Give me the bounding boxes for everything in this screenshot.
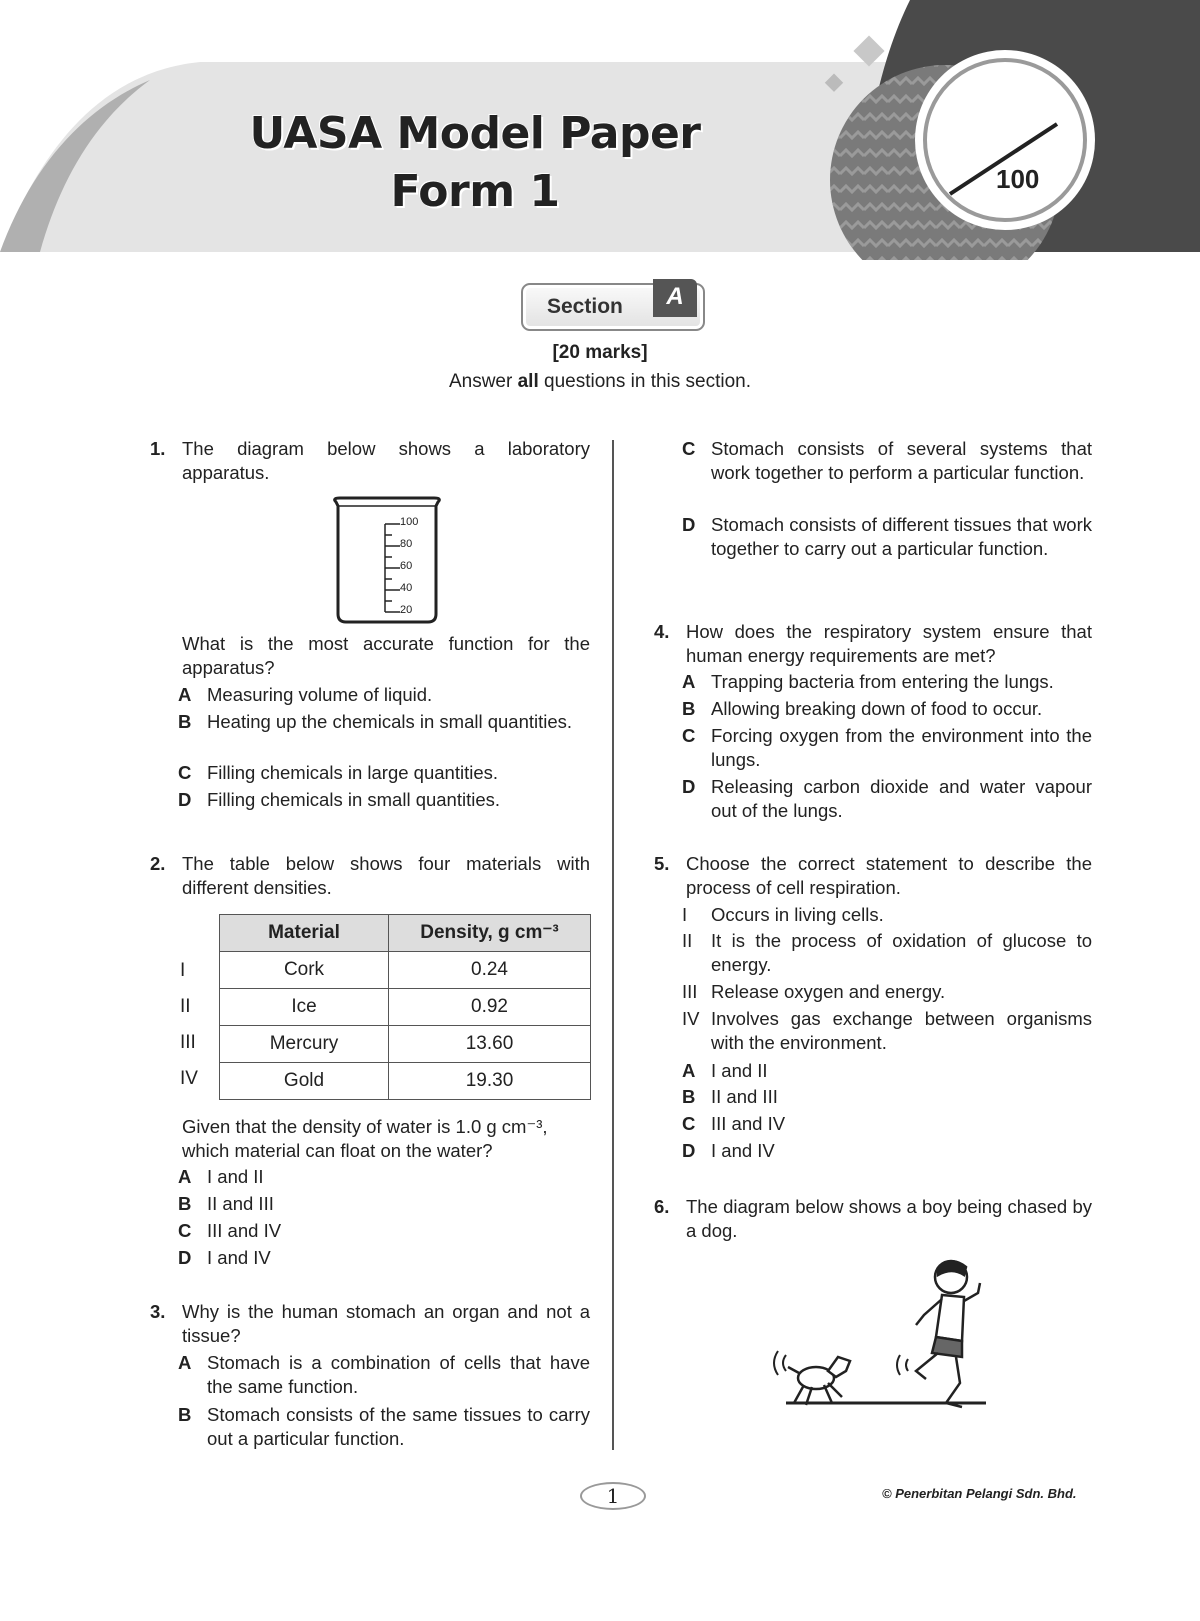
page-number: 1 — [580, 1482, 646, 1510]
question-5 — [654, 852, 1092, 1167]
instruction-post: questions in this section. — [538, 371, 752, 392]
material-cell: Ice — [220, 989, 389, 1026]
row-label: I — [180, 960, 186, 981]
option-text: I and II — [207, 1166, 264, 1187]
question-number: 3. — [150, 1301, 166, 1322]
density-cell: 0.92 — [389, 989, 591, 1026]
statement-text: Occurs in living cells. — [711, 904, 884, 925]
option-letter: B — [178, 1404, 192, 1425]
table-header-material: Material — [220, 915, 389, 952]
instruction-bold: all — [517, 371, 539, 392]
question-number: 5. — [654, 853, 670, 874]
option-letter: A — [682, 1060, 696, 1081]
question-text: The table below shows four materials with different densities. — [182, 853, 590, 898]
option-text: Allowing breaking down of food to occur. — [711, 698, 1043, 719]
option-letter: A — [682, 671, 696, 692]
section-label: Section — [547, 295, 623, 318]
option-text: Releasing carbon dioxide and water vapour out of the lungs. — [711, 776, 1092, 821]
question-prompt-line-1: Given that the density of water is 1.0 g cm⁻³, — [182, 1116, 548, 1137]
option-letter: D — [178, 789, 192, 810]
option-text: Filling chemicals in small quantities. — [207, 789, 501, 810]
option-text: I and IV — [711, 1140, 775, 1161]
statement-number: IV — [682, 1008, 700, 1029]
material-cell: Mercury — [220, 1026, 389, 1063]
score-total: 100 — [996, 164, 1040, 194]
row-label: IV — [180, 1068, 198, 1089]
option-letter: D — [682, 514, 696, 535]
boy-figure — [916, 1261, 980, 1407]
statement-text: Involves gas exchange between organisms with the environment. — [711, 1008, 1092, 1053]
option-letter: C — [178, 762, 192, 783]
question-number: 4. — [654, 621, 670, 642]
boy-chased-by-dog-diagram — [766, 1253, 1006, 1423]
beaker-diagram — [332, 496, 442, 626]
density-cell: 19.30 — [389, 1063, 591, 1100]
option-text: III and IV — [207, 1220, 282, 1241]
page-title — [160, 105, 790, 221]
option-text: Heating up the chemicals in small quantities. — [207, 711, 573, 732]
question-text: Why is the human stomach an organ and not a tissue? — [182, 1301, 590, 1346]
option-text: I and II — [711, 1060, 768, 1081]
table-header-density: Density, g cm⁻³ — [389, 915, 591, 952]
row-label: III — [180, 1032, 196, 1053]
title-line-1: UASA Model Paper — [249, 108, 701, 159]
section-marks: [20 marks] — [552, 342, 648, 363]
option-letter: A — [178, 1352, 192, 1373]
option-letter: C — [682, 725, 696, 746]
option-letter: A — [178, 684, 192, 705]
option-letter: B — [178, 711, 192, 732]
question-text: The diagram below shows a laboratory apparatus. — [182, 438, 590, 483]
option-letter: C — [682, 1113, 696, 1134]
question-prompt-line-2: which material can float on the water? — [182, 1140, 493, 1161]
question-number: 1. — [150, 438, 166, 459]
question-text: Choose the correct statement to describe the process of cell respiration. — [686, 853, 1092, 898]
question-text: The diagram below shows a boy being chased by a dog. — [686, 1196, 1092, 1241]
option-text: Filling chemicals in large quantities. — [207, 762, 498, 783]
copyright-notice: © Penerbitan Pelangi Sdn. Bhd. — [882, 1486, 1077, 1501]
option-text: II and III — [207, 1193, 274, 1214]
option-letter: D — [178, 1247, 192, 1268]
beaker-mark-20: 20 — [400, 604, 413, 616]
table-row — [220, 1026, 591, 1063]
option-text: II and III — [711, 1086, 778, 1107]
question-3 — [150, 1300, 590, 1449]
row-label: II — [180, 996, 191, 1017]
statement-text: It is the process of oxidation of glucose to energy. — [711, 930, 1092, 975]
option-text: Stomach consists of the same tissues to carry out a particular function. — [207, 1404, 590, 1449]
table-header-row — [220, 915, 591, 952]
option-letter: B — [682, 698, 696, 719]
material-cell: Gold — [220, 1063, 389, 1100]
option-letter: D — [682, 1140, 696, 1161]
option-letter: C — [682, 438, 696, 459]
question-3-continued — [682, 437, 1092, 587]
material-cell: Cork — [220, 952, 389, 989]
option-letter: B — [682, 1086, 696, 1107]
section-letter: A — [653, 279, 697, 317]
question-6 — [654, 1195, 1092, 1435]
question-number: 6. — [654, 1196, 670, 1217]
option-letter: A — [178, 1166, 192, 1187]
option-letter: B — [178, 1193, 192, 1214]
statement-number: I — [682, 904, 688, 925]
option-text: III and IV — [711, 1113, 786, 1134]
density-cell: 0.24 — [389, 952, 591, 989]
beaker-mark-80: 80 — [400, 538, 413, 550]
density-cell: 13.60 — [389, 1026, 591, 1063]
density-table — [219, 914, 591, 1100]
section-badge — [521, 283, 705, 331]
dog-figure — [788, 1357, 850, 1405]
question-4 — [654, 620, 1092, 820]
statement-text: Release oxygen and energy. — [711, 981, 946, 1002]
question-2 — [150, 852, 590, 1272]
option-text: Stomach consists of different tissues that work together to carry out a particular function. — [711, 514, 1092, 559]
question-1 — [150, 437, 590, 822]
option-text: Trapping bacteria from entering the lungs. — [711, 671, 1054, 692]
question-prompt: What is the most accurate function for the apparatus? — [182, 633, 590, 678]
beaker-mark-60: 60 — [400, 560, 413, 572]
table-row — [220, 1063, 591, 1100]
question-text: How does the respiratory system ensure that human energy requirements are met? — [686, 621, 1092, 666]
title-line-2: Form 1 — [390, 166, 560, 217]
option-text: Forcing oxygen from the environment into the lungs. — [711, 725, 1092, 770]
table-row — [220, 989, 591, 1026]
section-instruction — [0, 371, 1200, 393]
option-text: Stomach consists of several systems that work together to perform a particular function. — [711, 438, 1092, 483]
table-row — [220, 952, 591, 989]
question-number: 2. — [150, 853, 166, 874]
beaker-mark-100: 100 — [400, 516, 419, 528]
option-letter: C — [178, 1220, 192, 1241]
statement-number: III — [682, 981, 698, 1002]
beaker-mark-40: 40 — [400, 582, 413, 594]
option-text: Measuring volume of liquid. — [207, 684, 433, 705]
option-letter: D — [682, 776, 696, 797]
option-text: I and IV — [207, 1247, 271, 1268]
option-text: Stomach is a combination of cells that have the same function. — [207, 1352, 590, 1397]
instruction-pre: Answer — [448, 371, 518, 392]
statement-number: II — [682, 930, 693, 951]
column-divider — [612, 440, 614, 1450]
